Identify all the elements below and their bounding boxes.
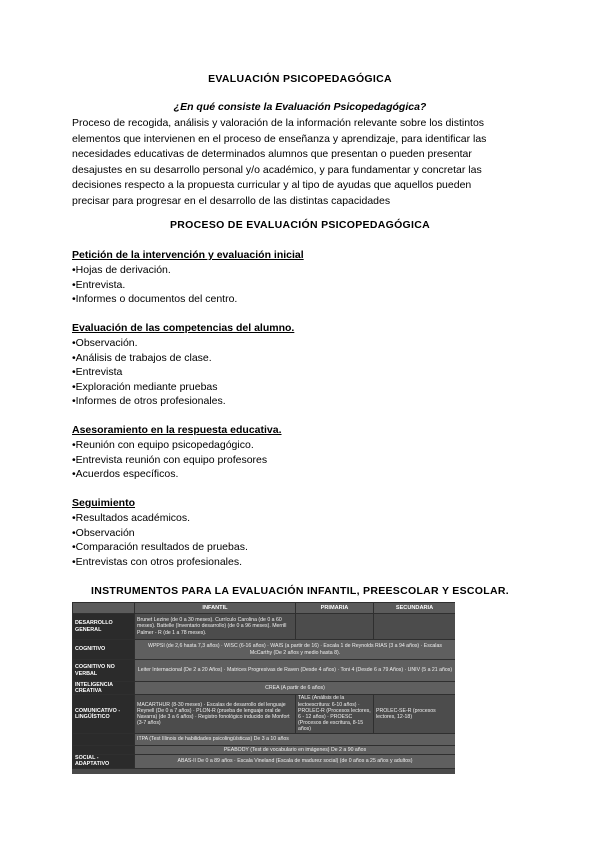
table-cell: TALE (Análisis de la lectoescritura: 6-10 años) · PROLEC-R (Procesos lectores, 6 - 12 años) · PROESC (Procesos de escritura, 8-15 años): [296, 695, 374, 733]
table-cell: ITPA (Test Illinois de habilidades psicolingüísticas) De 3 a 10 años: [135, 733, 456, 745]
list-item: •Reunión con equipo psicopedagógico.: [72, 439, 254, 451]
table-cell: Brunet Lezine (de 0 a 30 meses). Currículo Carolina (de 0 a 60 meses). Battelle (Inventario desarrollo) (de 0 a 96 meses). Merrill Palmer - R (de 1 a 78 meses).: [135, 614, 296, 640]
table-cell: [296, 614, 374, 640]
table-category: COGNITIVO: [73, 640, 135, 660]
intro-line: desajustes en su desarrollo personal y/o académico, y para fundamentar y concretar las: [72, 163, 482, 176]
section-list-asesoramiento: [72, 438, 267, 482]
table-cell: MACARTHUR (8-30 meses) · Escalas de desarrollo del lenguaje Reynell (De 0 a 7 años) · PLON-R (prueba de lenguaje oral de Navarra) (de 3 a 6 años) · Registro fonológico inducido de Monfort (3-7 años): [135, 695, 296, 733]
list-item: •Hojas de derivación.: [72, 264, 171, 276]
table-category: INTELIGENCIA CREATIVA: [73, 682, 135, 695]
section-list-seguimiento: [72, 511, 248, 569]
document-title: EVALUACIÓN PSICOPEDAGÓGICA: [208, 73, 392, 85]
table-header: [73, 603, 135, 614]
intro-line: precisar para progresar en el desarrollo de las distintas capacidades: [72, 194, 391, 207]
section-heading-evaluacion: Evaluación de las competencias del alumno.: [72, 322, 295, 334]
process-title: PROCESO DE EVALUACIÓN PSICOPEDAGÓGICA: [169, 219, 431, 231]
table-cell: Leiter Internacional (De 2 a 20 Años) · Matrices Progresivas de Raven (Desde 4 años) · Toni 4 (Desde 6 a 79 Años) · UNIV (5 a 21 años): [135, 660, 456, 682]
table-category: COGNITIVO NO VERBAL: [73, 660, 135, 682]
intro-line: decisiones respecto a la propuesta curricular y al tipo de ayudas que aquellos pueden: [72, 179, 472, 192]
intro-line: Proceso de recogida, análisis y valoración de la información relevante sobre los distintos: [72, 117, 485, 129]
list-item: •Resultados académicos.: [72, 512, 191, 524]
table-row: [73, 745, 456, 754]
list-item: •Entrevistas con otros profesionales.: [72, 555, 243, 568]
table-category: COMUNICATIVO - LINGÜÍSTICO: [73, 695, 135, 733]
table-row: [73, 640, 456, 660]
table-row: [73, 660, 456, 682]
table-category: SOCIAL - ADAPTATIVO: [73, 754, 135, 768]
list-item: •Informes o documentos del centro.: [72, 293, 238, 306]
instruments-table-image: [72, 602, 455, 774]
table-cell: PEABODY (Test de vocabulario en imágenes) De 2 a 90 años: [135, 745, 456, 754]
list-item: •Entrevista.: [72, 278, 126, 291]
instruments-title: INSTRUMENTOS PARA LA EVALUACIÓN INFANTIL, PREESCOLAR Y ESCOLAR.: [91, 585, 509, 597]
list-item: •Observación.: [72, 337, 138, 349]
list-item: •Exploración mediante pruebas: [72, 380, 218, 393]
section-heading-seguimiento: Seguimiento: [72, 497, 136, 509]
table-header: PRIMARIA: [296, 603, 374, 614]
list-item: •Entrevista reunión con equipo profesores: [72, 453, 268, 466]
table-header: INFANTIL: [135, 603, 296, 614]
table-row: [73, 682, 456, 695]
table-row: [73, 614, 456, 640]
table-cell: ABAS-II De 0 a 89 años · Escala Vineland (Escala de madurez social) (de 0 años a 25 años y adultos): [135, 754, 456, 768]
table-category: [73, 733, 135, 745]
list-item: •Entrevista: [72, 366, 123, 379]
table-header-row: [73, 603, 456, 614]
intro-line: necesidades educativas de determinados alumnos que presentan o pueden presentar: [72, 148, 472, 161]
table-cell: CREA (A partir de 6 años): [135, 682, 456, 695]
section-heading-asesoramiento: Asesoramiento en la respuesta educativa.: [72, 424, 282, 436]
list-item: •Comparación resultados de pruebas.: [72, 541, 248, 554]
table-category: [73, 745, 135, 754]
section-list-evaluacion: [72, 336, 226, 409]
list-item: •Observación: [72, 526, 135, 539]
list-item: •Análisis de trabajos de clase.: [72, 351, 212, 364]
table-header: SECUNDARIA: [374, 603, 456, 614]
table-cell: [374, 614, 456, 640]
list-item: •Acuerdos específicos.: [72, 468, 179, 481]
table-cell: PROLEC-SE-R (procesos lectores, 12-18): [374, 695, 456, 733]
section-list-peticion: [72, 263, 237, 307]
intro-line: elementos que intervienen en el proceso de enseñanza y aprendizaje, para identificar las: [72, 132, 487, 145]
table-cell: WPPSI (de 2,6 hasta 7,3 años) · WISC (6-16 años) · WAIS (a partir de 16) · Escala 1 de Reynolds RIAS (3 a 94 años) · Escalas McCarthy (De 2 años y medio hasta 8).: [135, 640, 456, 660]
table-row: [73, 754, 456, 768]
table-row: [73, 695, 456, 733]
section-heading-peticion: Petición de la intervención y evaluación inicial: [72, 249, 304, 261]
question-heading: ¿En qué consiste la Evaluación Psicopedagógica?: [173, 101, 427, 113]
list-item: •Informes de otros profesionales.: [72, 395, 226, 408]
intro-paragraph: [72, 116, 527, 210]
table-category: DESARROLLO GENERAL: [73, 614, 135, 640]
instruments-table: [72, 602, 455, 769]
table-row: [73, 733, 456, 745]
